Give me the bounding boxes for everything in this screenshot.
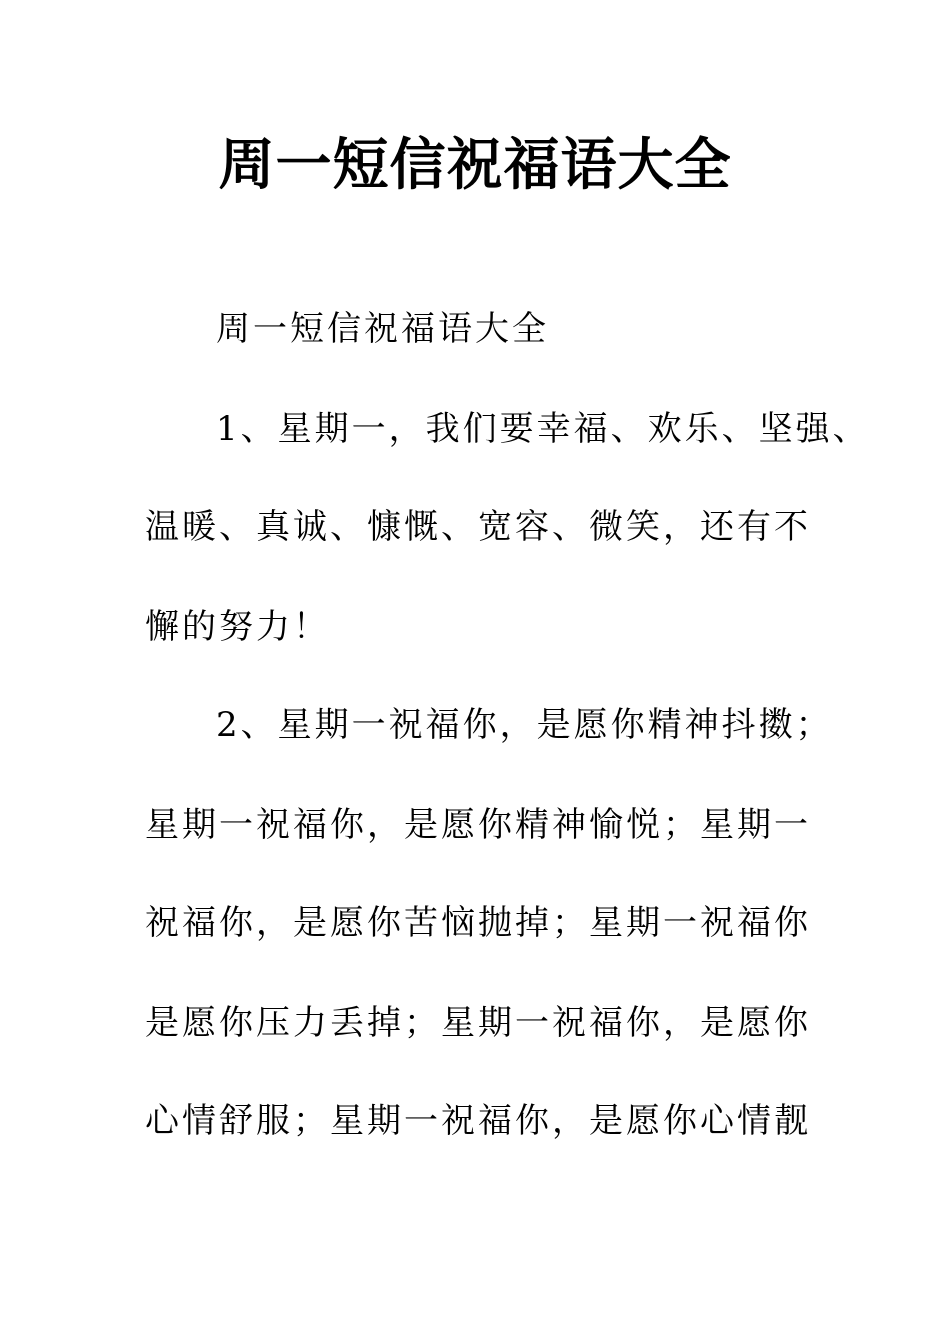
paragraph-2-line-1: 2、星期一祝福你，是愿你精神抖擞； xyxy=(216,705,833,745)
paragraph-2-line-2: 星期一祝福你，是愿你精神愉悦；星期一 xyxy=(145,805,811,845)
paragraph-1-line-3: 懈的努力！ xyxy=(145,607,330,647)
paragraph-2-line-4: 是愿你压力丢掉；星期一祝福你，是愿你 xyxy=(145,1003,811,1043)
paragraph-1-line-1: 1、星期一，我们要幸福、欢乐、坚强、 xyxy=(216,409,870,449)
paragraph-1-line-2: 温暖、真诚、慷慨、宽容、微笑，还有不 xyxy=(145,507,811,547)
paragraph-2-line-5: 心情舒服；星期一祝福你，是愿你心情靓 xyxy=(145,1101,811,1141)
paragraph-2-line-3: 祝福你，是愿你苦恼抛掉；星期一祝福你 xyxy=(145,903,811,943)
document-title: 周一短信祝福语大全 xyxy=(218,133,732,198)
document-subtitle: 周一短信祝福语大全 xyxy=(216,309,549,349)
